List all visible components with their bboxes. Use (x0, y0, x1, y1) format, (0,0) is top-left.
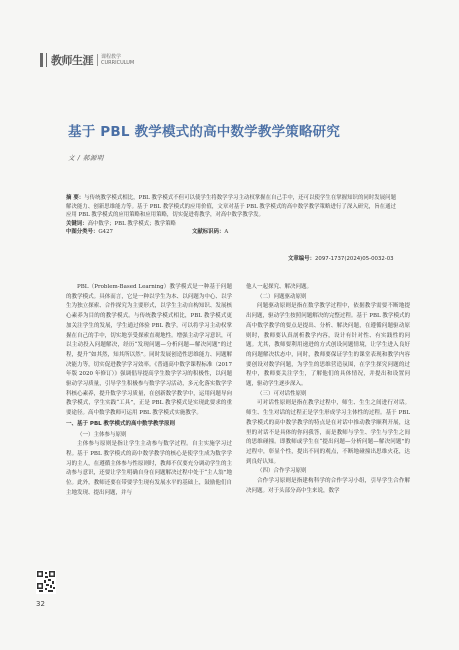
article-title: 基于 PBL 教学模式的高中数学教学策略研究 (68, 124, 341, 140)
masthead-bar-thin (46, 53, 47, 67)
masthead-name: 教师生涯 (51, 54, 93, 67)
keywords-text: 高中数学；PBL 教学模式；教学策略 (87, 220, 176, 227)
masthead-sub1: 课程教学 (101, 54, 122, 60)
article-number-value: 2097-1737(2024)05-0032-03 (314, 256, 394, 262)
keywords-label: 关键词： (66, 220, 88, 227)
doc-code (192, 228, 228, 237)
journal-masthead (40, 52, 134, 68)
subsection-heading-4: （四）合作学习原则 (257, 468, 307, 475)
masthead-subtitle (97, 54, 134, 66)
doc-code-value: A (224, 229, 229, 236)
masthead-bar (40, 53, 43, 67)
left-column (66, 283, 232, 498)
article-author: 文 / 郝源明 (68, 154, 104, 162)
masthead-sub2: CURRICULUM (101, 60, 135, 66)
paragraph-cooperative: 合作学习原则是指建构科学的合作学习小组，引导学生合作解决问题。对于头部分高中生来说，数学 (246, 478, 410, 494)
classification-label: 中图分类号： (66, 229, 99, 236)
qr-code-icon (36, 570, 56, 594)
classification (66, 228, 113, 237)
intro-paragraph: PBL（Problem-Based Learning）教学模式是一种基于问题的教学模式。具体而言，它是一种以学生为本、以问题为中心、以学生为独立探索、合作探究为主要形式，以学生主动自构知识、发展核心素养为目的的教学模式。与传统教学模式相比，PBL 教学模式更加关注学生的发展，学生通过体验 PBL 教学，可以将学习主动权掌握在自己的手中，切实地享受探索直观地性。增强主动学习意识，可以主动投入问题解决，经历“发现问题—分析问题—解决问题”的过程，提升“如其然，知其所以然”。同时发展创造性思维能力、问题解决能力等，切实促进教学学习效率。《普通高中数学课程标准（2017 年版 2020 年修订）》强调倡导提高学生数学学习的积极性，以问题驱动学习质量，引导学生积极参与数学学习活动，多元化落实数学学科核心素养，提升数学学习质量，在创新数学教学中，运用问题导向教学模式，学生实践“工具”，正是 PBL 教学模式是实现此要求的重要途径。高中数学教师可运用 PBL 教学模式实施教学。 (66, 284, 232, 417)
abstract-label: 摘 要： (66, 195, 85, 201)
page-number: 32 (36, 600, 45, 608)
subsection-heading-2: （二）问题驱动原则 (257, 293, 307, 300)
paragraph-dialogue: 可对话性原则是指在教学过程中，师生、生生之间进行对话。师生、生生对话的过程正是学生形成学习主体性的过程。基于 PBL 教学模式的高中数学教学的特点是在对话中推动教学顺利开展，这里的对话不是具体的你问我答，而是教师与学生、学生与学生之间的思维碰撞。即教师或学生在“提出问题—分析问题—解决问题”的过程中，彰显个性，提出不同的观点，不断地碰撞出思维火花，达到良好认知。 (246, 400, 410, 465)
subsection-heading-1: （一）主体参与原则 (77, 431, 127, 438)
section-heading-1: 一、基于 PBL 教学模式的高中数学教学原则 (66, 420, 176, 427)
abstract-section (66, 194, 396, 237)
classification-row (66, 228, 396, 237)
paragraph-problem-driven: 问题驱动原则是指在数学教学过程中，依据教学需要不断地提出问题，驱动学生按照问题解决的完整过程。基于 PBL 教学模式的高中数学教学的要点是提出、分析、解决问题，在遵循问题驱动原则时，教师要认真剖析教学内容，设计有针对性、有实践性的问题。尤其，教师要利用递进的方式创设问题情境，让学生进入良好的问题解决状态中，同时，教师要保证学生的课堂表现和教学内容要创设对数学问题，为学生的思维营造氛围，在学生探究问题的过程中，教师要关注学生，了解他们的具体情况，并提出和设置问题，驱动学生逐步深入。 (246, 303, 410, 388)
article-number (288, 254, 394, 262)
paragraph-subject-participation: 主体参与原则是指让学生主动参与数学过程。自主实施学习过程。基于 PBL 教学模式的高中数学教学的核心是使学生成为数学学习的主人，在遵循主体参与性原则时，教师不仅要充分调动学生的主动参与意识，还要让学生明确自身在问题解决过程中处于“主人翁”地位。此外，教师还要在带要学生现有发展水平的基础上，鼓励他们自主地发现、提出问题，并与 (66, 441, 232, 496)
doc-code-label: 文献标识码： (192, 229, 225, 236)
abstract (66, 194, 396, 220)
classification-value: G427 (98, 229, 113, 236)
paragraph-continuation: 他人一起探究、解决问题。 (246, 284, 313, 290)
keywords (66, 220, 396, 229)
abstract-text: 与传统教学模式相比，PBL 教学模式不但可以使学生将数学学习主动权掌握在自己手中，还可以使学生在掌握知识的同时发展问题解决能力、创新思维能力等。基于 PBL 教学模式的应用价值，文章对基于 PBL 教学模式的高中数学教学策略进行了深入研究，旨在通过应用 PBL 教学模式的应用策略和应用策略，切实促进将教学，对高中数学教学发。 (66, 195, 396, 219)
right-column (246, 283, 410, 496)
subsection-heading-3: （三）可对话性原则 (257, 390, 307, 397)
article-number-label: 文章编号： (288, 256, 315, 262)
